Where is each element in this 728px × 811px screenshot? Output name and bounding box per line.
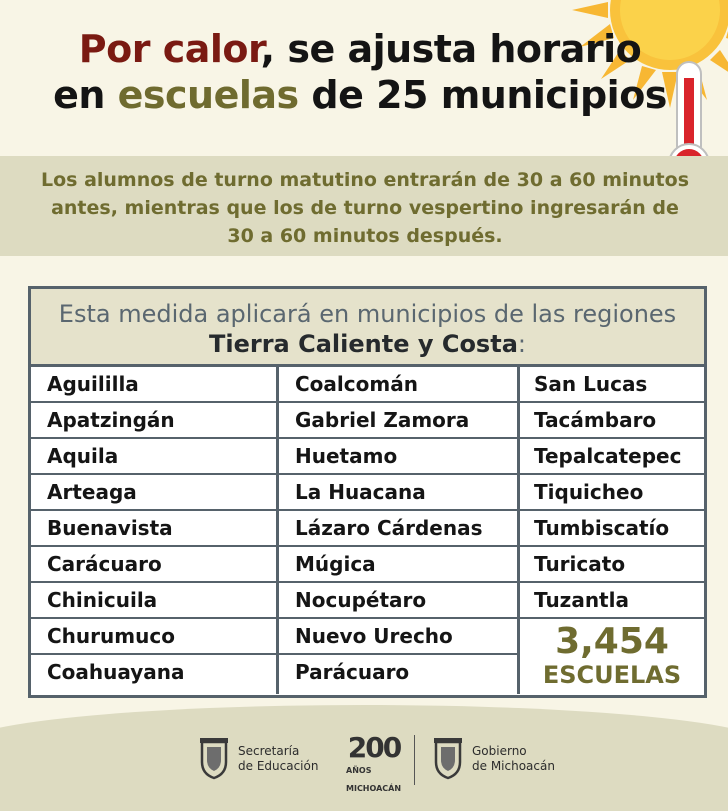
- table-cell: Huetamo: [279, 439, 517, 475]
- secretaria-logo: [198, 738, 318, 780]
- anniversary-number: 200: [347, 731, 401, 764]
- municipios-table: [28, 286, 707, 698]
- gobierno-logo: [432, 738, 555, 780]
- table-cell: La Huacana: [279, 475, 517, 511]
- anniversary-state: MICHOACÁN: [346, 784, 402, 793]
- table-cell: Apatzingán: [31, 403, 276, 439]
- table-header: [31, 289, 704, 367]
- headline-municipios: de 25 municipios: [298, 73, 667, 117]
- gobierno-line2: de Michoacán: [472, 759, 555, 773]
- table-cell: Carácuaro: [31, 547, 276, 583]
- table-cell: Parácuaro: [295, 660, 410, 684]
- table-colon: :: [517, 330, 526, 358]
- headline-escuelas: escuelas: [117, 73, 299, 117]
- footer-divider: [414, 735, 415, 785]
- headline-en: en: [53, 73, 118, 117]
- table-cell: Lázaro Cárdenas: [279, 511, 517, 547]
- table-cell: Chinicuila: [31, 583, 276, 619]
- subheading-text: Los alumnos de turno matutino entrarán de 30 a 60 minutos antes, mientras que los de turno vespertino ingresarán de 30 a 60 minutos después.: [40, 169, 689, 247]
- headline-horario: , se ajusta horario: [260, 27, 642, 71]
- schools-label: ESCUELAS: [542, 661, 682, 689]
- table-cell: Churumuco: [31, 619, 276, 655]
- table-column-1: [31, 367, 279, 694]
- table-cell: Gabriel Zamora: [279, 403, 517, 439]
- secretaria-line2: de Educación: [238, 759, 319, 773]
- table-cell: Coahuayana: [47, 660, 185, 684]
- table-cell: Aquila: [31, 439, 276, 475]
- schools-count-box: [520, 619, 704, 694]
- table-column-2: [279, 367, 520, 694]
- table-cell: Múgica: [279, 547, 517, 583]
- crest-icon: [432, 738, 464, 780]
- anniversary-years: AÑOS: [346, 766, 372, 775]
- table-cell: Tiquicheo: [520, 475, 704, 511]
- table-cell: Nocupétaro: [279, 583, 517, 619]
- table-cell: Aguililla: [31, 367, 276, 403]
- anniversary-logo: [338, 732, 410, 796]
- secretaria-line1: Secretaría: [238, 744, 300, 758]
- table-cell: Coalcomán: [279, 367, 517, 403]
- crest-icon: [198, 738, 230, 780]
- table-cell: Buenavista: [31, 511, 276, 547]
- table-cell: San Lucas: [520, 367, 704, 403]
- table-cell: Tacámbaro: [520, 403, 704, 439]
- page-title: [40, 26, 680, 118]
- table-body: [31, 367, 704, 694]
- schools-count: 3,454: [555, 621, 669, 662]
- table-intro: Esta medida aplicará en municipios de las regiones: [58, 300, 677, 328]
- table-column-3: [520, 367, 704, 694]
- table-cell: Tumbiscatío: [520, 511, 704, 547]
- table-cell: Arteaga: [31, 475, 276, 511]
- table-cell: Nuevo Urecho: [279, 619, 517, 655]
- gobierno-line1: Gobierno: [472, 744, 527, 758]
- table-cell: Tepalcatepec: [520, 439, 704, 475]
- table-regions: Tierra Caliente y Costa: [209, 330, 518, 358]
- table-cell: Tuzantla: [520, 583, 704, 619]
- table-cell: Turicato: [520, 547, 704, 583]
- headline-por-calor: Por calor: [78, 27, 261, 71]
